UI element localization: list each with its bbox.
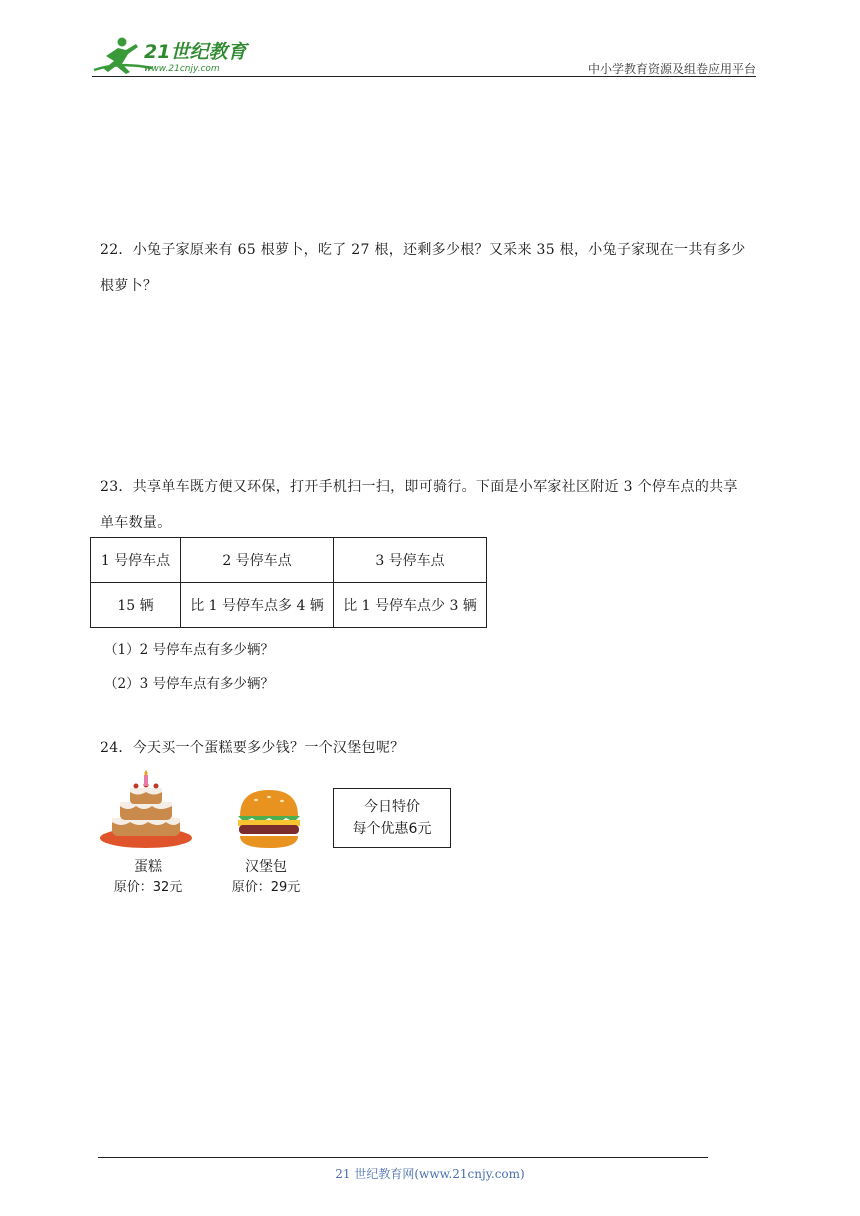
table-header-cell: 2 号停车点 (181, 538, 334, 583)
table-cell: 15 辆 (91, 583, 181, 628)
sub-question-1: （1）2 号停车点有多少辆？ (104, 642, 274, 658)
table-header-cell: 1 号停车点 (91, 538, 181, 583)
table-cell: 比 1 号停车点多 4 辆 (181, 583, 334, 628)
table-header-cell: 3 号停车点 (334, 538, 487, 583)
footer-divider (98, 1157, 708, 1158)
burger-icon (234, 788, 304, 850)
question-22 (100, 232, 762, 304)
table-row (91, 583, 487, 628)
header-divider (92, 76, 756, 77)
table-cell: 比 1 号停车点少 3 辆 (334, 583, 487, 628)
cake-price: 原价：32元 (113, 880, 183, 895)
question-22-line1: 22．小兔子家原来有 65 根萝卜，吃了 27 根，还剩多少根？又采来 35 根，小兔子家现在一共有多少 (100, 242, 746, 258)
question-23-line2: 单车数量。 (100, 515, 172, 531)
cake-icon (98, 770, 194, 854)
logo-url: www.21cnjy.com (144, 64, 220, 74)
question-24: 24．今天买一个蛋糕要多少钱？一个汉堡包呢？ (100, 740, 405, 756)
special-title: 今日特价 (364, 799, 420, 815)
burger-name: 汉堡包 (245, 859, 287, 875)
parking-table (90, 537, 487, 628)
question-23 (100, 469, 762, 541)
question-23-line1: 23．共享单车既方便又环保，打开手机扫一扫，即可骑行。下面是小军家社区附近 3 个停车点的共享 (100, 479, 738, 495)
question-22-line2: 根萝卜？ (100, 278, 158, 294)
table-header-row (91, 538, 487, 583)
cake-name: 蛋糕 (134, 859, 162, 875)
sub-question-2: （2）3 号停车点有多少辆？ (104, 676, 274, 692)
logo (92, 34, 262, 78)
platform-title: 中小学教育资源及组卷应用平台 (587, 62, 756, 76)
footer-text: 21 世纪教育网(www.21cnjy.com) (335, 1167, 525, 1181)
burger-price: 原价：29元 (231, 880, 301, 895)
special-discount: 每个优惠6元 (352, 821, 432, 837)
special-offer-box (333, 788, 451, 848)
logo-text: 21世纪教育 (144, 41, 247, 63)
